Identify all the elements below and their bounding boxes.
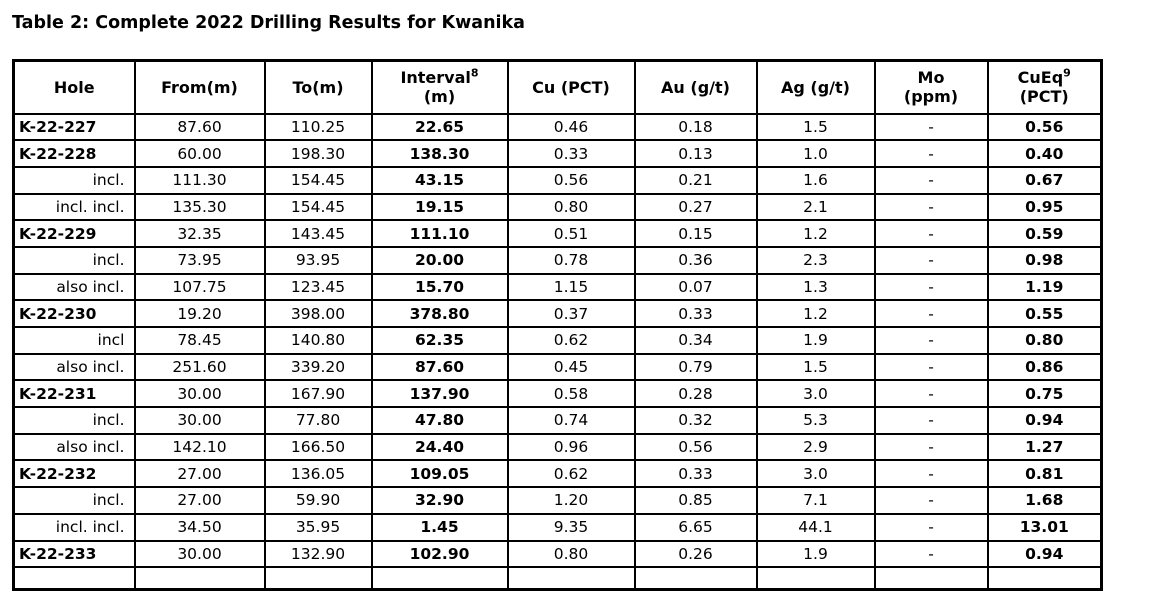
ag-cell: 1.3 — [757, 274, 875, 301]
cueq-cell: 0.95 — [988, 194, 1102, 221]
from-cell: 30.00 — [135, 407, 265, 434]
au-cell: 0.26 — [635, 541, 757, 568]
au-cell: 0.07 — [635, 274, 757, 301]
hole-cell: K-22-230 — [14, 300, 135, 327]
drilling-results-table — [12, 59, 1103, 591]
table-row — [14, 274, 1102, 301]
mo-cell: - — [875, 327, 988, 354]
hole-cell: also incl. — [14, 354, 135, 381]
hole-cell: K-22-231 — [14, 380, 135, 407]
cueq-cell: 0.67 — [988, 167, 1102, 194]
from-cell: 30.00 — [135, 541, 265, 568]
to-cell: 154.45 — [265, 167, 372, 194]
ag-cell: 1.9 — [757, 541, 875, 568]
from-cell: 27.00 — [135, 487, 265, 514]
ag-cell: 1.5 — [757, 354, 875, 381]
ag-cell: 1.6 — [757, 167, 875, 194]
mo-cell: - — [875, 460, 988, 487]
column-header-interval: Interval$^8$ (m) — [372, 61, 508, 114]
cu-cell: 0.58 — [508, 380, 635, 407]
hole-cell: incl. incl. — [14, 194, 135, 221]
from-cell: 30.00 — [135, 380, 265, 407]
ag-cell: 1.0 — [757, 140, 875, 167]
cu-cell: 1.20 — [508, 487, 635, 514]
mo-cell: - — [875, 140, 988, 167]
au-cell: 0.34 — [635, 327, 757, 354]
interval-cell: 138.30 — [372, 140, 508, 167]
au-cell: 0.21 — [635, 167, 757, 194]
to-cell: 110.25 — [265, 114, 372, 141]
mo-cell: - — [875, 300, 988, 327]
cu-cell: 0.56 — [508, 167, 635, 194]
empty-cell — [875, 567, 988, 589]
table-row — [14, 541, 1102, 568]
from-cell: 107.75 — [135, 274, 265, 301]
table-row — [14, 140, 1102, 167]
to-cell: 132.90 — [265, 541, 372, 568]
ag-cell: 44.1 — [757, 514, 875, 541]
cueq-cell: 1.19 — [988, 274, 1102, 301]
table-row — [14, 460, 1102, 487]
partial-row — [14, 567, 1102, 589]
interval-cell: 15.70 — [372, 274, 508, 301]
column-header-cu-pct: Cu (PCT) — [508, 61, 635, 114]
interval-cell: 19.15 — [372, 194, 508, 221]
cu-cell: 0.37 — [508, 300, 635, 327]
from-cell: 32.35 — [135, 220, 265, 247]
table-row — [14, 300, 1102, 327]
ag-cell: 3.0 — [757, 380, 875, 407]
au-cell: 0.13 — [635, 140, 757, 167]
mo-cell: - — [875, 194, 988, 221]
cueq-cell: 0.56 — [988, 114, 1102, 141]
table-row — [14, 167, 1102, 194]
cueq-cell: 0.94 — [988, 541, 1102, 568]
au-cell: 0.79 — [635, 354, 757, 381]
interval-cell: 20.00 — [372, 247, 508, 274]
hole-cell: also incl. — [14, 274, 135, 301]
mo-cell: - — [875, 220, 988, 247]
mo-cell: - — [875, 407, 988, 434]
mo-cell: - — [875, 541, 988, 568]
cueq-cell: 0.75 — [988, 380, 1102, 407]
from-cell: 251.60 — [135, 354, 265, 381]
empty-cell — [372, 567, 508, 589]
column-header-au-g-t: Au (g/t) — [635, 61, 757, 114]
to-cell: 143.45 — [265, 220, 372, 247]
table-body — [14, 114, 1102, 590]
au-cell: 0.56 — [635, 434, 757, 461]
interval-cell: 111.10 — [372, 220, 508, 247]
au-cell: 0.85 — [635, 487, 757, 514]
cueq-cell: 0.86 — [988, 354, 1102, 381]
au-cell: 0.18 — [635, 114, 757, 141]
hole-cell: incl — [14, 327, 135, 354]
interval-cell: 43.15 — [372, 167, 508, 194]
ag-cell: 2.1 — [757, 194, 875, 221]
to-cell: 77.80 — [265, 407, 372, 434]
cueq-cell: 0.59 — [988, 220, 1102, 247]
column-header-hole: Hole — [14, 61, 135, 114]
mo-cell: - — [875, 247, 988, 274]
ag-cell: 2.3 — [757, 247, 875, 274]
ag-cell: 1.2 — [757, 220, 875, 247]
au-cell: 0.15 — [635, 220, 757, 247]
au-cell: 0.33 — [635, 300, 757, 327]
table-row — [14, 514, 1102, 541]
page-title: Table 2: Complete 2022 Drilling Results for Kwanika — [12, 13, 525, 33]
to-cell: 136.05 — [265, 460, 372, 487]
table-row — [14, 354, 1102, 381]
to-cell: 35.95 — [265, 514, 372, 541]
from-cell: 135.30 — [135, 194, 265, 221]
ag-cell: 7.1 — [757, 487, 875, 514]
cu-cell: 0.80 — [508, 541, 635, 568]
table-row — [14, 247, 1102, 274]
column-header-from-m: From(m) — [135, 61, 265, 114]
au-cell: 0.33 — [635, 460, 757, 487]
cueq-cell: 0.81 — [988, 460, 1102, 487]
interval-cell: 109.05 — [372, 460, 508, 487]
interval-cell: 32.90 — [372, 487, 508, 514]
ag-cell: 1.5 — [757, 114, 875, 141]
hole-cell: K-22-232 — [14, 460, 135, 487]
empty-cell — [988, 567, 1102, 589]
cu-cell: 0.51 — [508, 220, 635, 247]
table-row — [14, 327, 1102, 354]
au-cell: 0.32 — [635, 407, 757, 434]
to-cell: 398.00 — [265, 300, 372, 327]
from-cell: 142.10 — [135, 434, 265, 461]
hole-cell: incl. incl. — [14, 514, 135, 541]
to-cell: 167.90 — [265, 380, 372, 407]
mo-cell: - — [875, 514, 988, 541]
cu-cell: 0.45 — [508, 354, 635, 381]
au-cell: 0.27 — [635, 194, 757, 221]
hole-cell: incl. — [14, 487, 135, 514]
empty-cell — [635, 567, 757, 589]
column-header-mo: Mo (ppm) — [875, 61, 988, 114]
table-row — [14, 487, 1102, 514]
mo-cell: - — [875, 434, 988, 461]
empty-cell — [14, 567, 135, 589]
empty-cell — [135, 567, 265, 589]
cu-cell: 0.62 — [508, 327, 635, 354]
cueq-cell: 1.27 — [988, 434, 1102, 461]
empty-cell — [757, 567, 875, 589]
mo-cell: - — [875, 274, 988, 301]
cu-cell: 0.74 — [508, 407, 635, 434]
ag-cell: 5.3 — [757, 407, 875, 434]
cu-cell: 1.15 — [508, 274, 635, 301]
table-row — [14, 380, 1102, 407]
interval-cell: 102.90 — [372, 541, 508, 568]
mo-cell: - — [875, 487, 988, 514]
column-header-cueq: CuEq$^9$ (PCT) — [988, 61, 1102, 114]
hole-cell: K-22-233 — [14, 541, 135, 568]
ag-cell: 1.2 — [757, 300, 875, 327]
from-cell: 73.95 — [135, 247, 265, 274]
cueq-cell: 0.40 — [988, 140, 1102, 167]
cueq-cell: 0.94 — [988, 407, 1102, 434]
cu-cell: 9.35 — [508, 514, 635, 541]
interval-cell: 137.90 — [372, 380, 508, 407]
empty-cell — [508, 567, 635, 589]
header-row — [14, 61, 1102, 114]
interval-cell: 24.40 — [372, 434, 508, 461]
to-cell: 123.45 — [265, 274, 372, 301]
interval-cell: 47.80 — [372, 407, 508, 434]
mo-cell: - — [875, 354, 988, 381]
to-cell: 198.30 — [265, 140, 372, 167]
empty-cell — [265, 567, 372, 589]
interval-cell: 62.35 — [372, 327, 508, 354]
from-cell: 87.60 — [135, 114, 265, 141]
column-header-ag-g-t: Ag (g/t) — [757, 61, 875, 114]
from-cell: 60.00 — [135, 140, 265, 167]
from-cell: 27.00 — [135, 460, 265, 487]
to-cell: 339.20 — [265, 354, 372, 381]
cu-cell: 0.33 — [508, 140, 635, 167]
table-row — [14, 407, 1102, 434]
from-cell: 19.20 — [135, 300, 265, 327]
mo-cell: - — [875, 167, 988, 194]
interval-cell: 378.80 — [372, 300, 508, 327]
hole-cell: also incl. — [14, 434, 135, 461]
ag-cell: 1.9 — [757, 327, 875, 354]
cueq-cell: 1.68 — [988, 487, 1102, 514]
mo-cell: - — [875, 380, 988, 407]
to-cell: 140.80 — [265, 327, 372, 354]
hole-cell: K-22-228 — [14, 140, 135, 167]
to-cell: 166.50 — [265, 434, 372, 461]
hole-cell: incl. — [14, 247, 135, 274]
ag-cell: 2.9 — [757, 434, 875, 461]
table-row — [14, 114, 1102, 141]
interval-cell: 87.60 — [372, 354, 508, 381]
column-header-to-m: To(m) — [265, 61, 372, 114]
cueq-cell: 0.80 — [988, 327, 1102, 354]
table-row — [14, 194, 1102, 221]
cu-cell: 0.78 — [508, 247, 635, 274]
cu-cell: 0.62 — [508, 460, 635, 487]
table-row — [14, 434, 1102, 461]
from-cell: 78.45 — [135, 327, 265, 354]
cueq-cell: 0.55 — [988, 300, 1102, 327]
table-header — [14, 61, 1102, 114]
ag-cell: 3.0 — [757, 460, 875, 487]
cueq-cell: 0.98 — [988, 247, 1102, 274]
hole-cell: incl. — [14, 407, 135, 434]
mo-cell: - — [875, 114, 988, 141]
hole-cell: incl. — [14, 167, 135, 194]
table-row — [14, 220, 1102, 247]
to-cell: 154.45 — [265, 194, 372, 221]
au-cell: 0.28 — [635, 380, 757, 407]
interval-cell: 1.45 — [372, 514, 508, 541]
hole-cell: K-22-227 — [14, 114, 135, 141]
au-cell: 6.65 — [635, 514, 757, 541]
to-cell: 59.90 — [265, 487, 372, 514]
cu-cell: 0.80 — [508, 194, 635, 221]
au-cell: 0.36 — [635, 247, 757, 274]
from-cell: 111.30 — [135, 167, 265, 194]
cueq-cell: 13.01 — [988, 514, 1102, 541]
hole-cell: K-22-229 — [14, 220, 135, 247]
cu-cell: 0.46 — [508, 114, 635, 141]
to-cell: 93.95 — [265, 247, 372, 274]
interval-cell: 22.65 — [372, 114, 508, 141]
cu-cell: 0.96 — [508, 434, 635, 461]
from-cell: 34.50 — [135, 514, 265, 541]
